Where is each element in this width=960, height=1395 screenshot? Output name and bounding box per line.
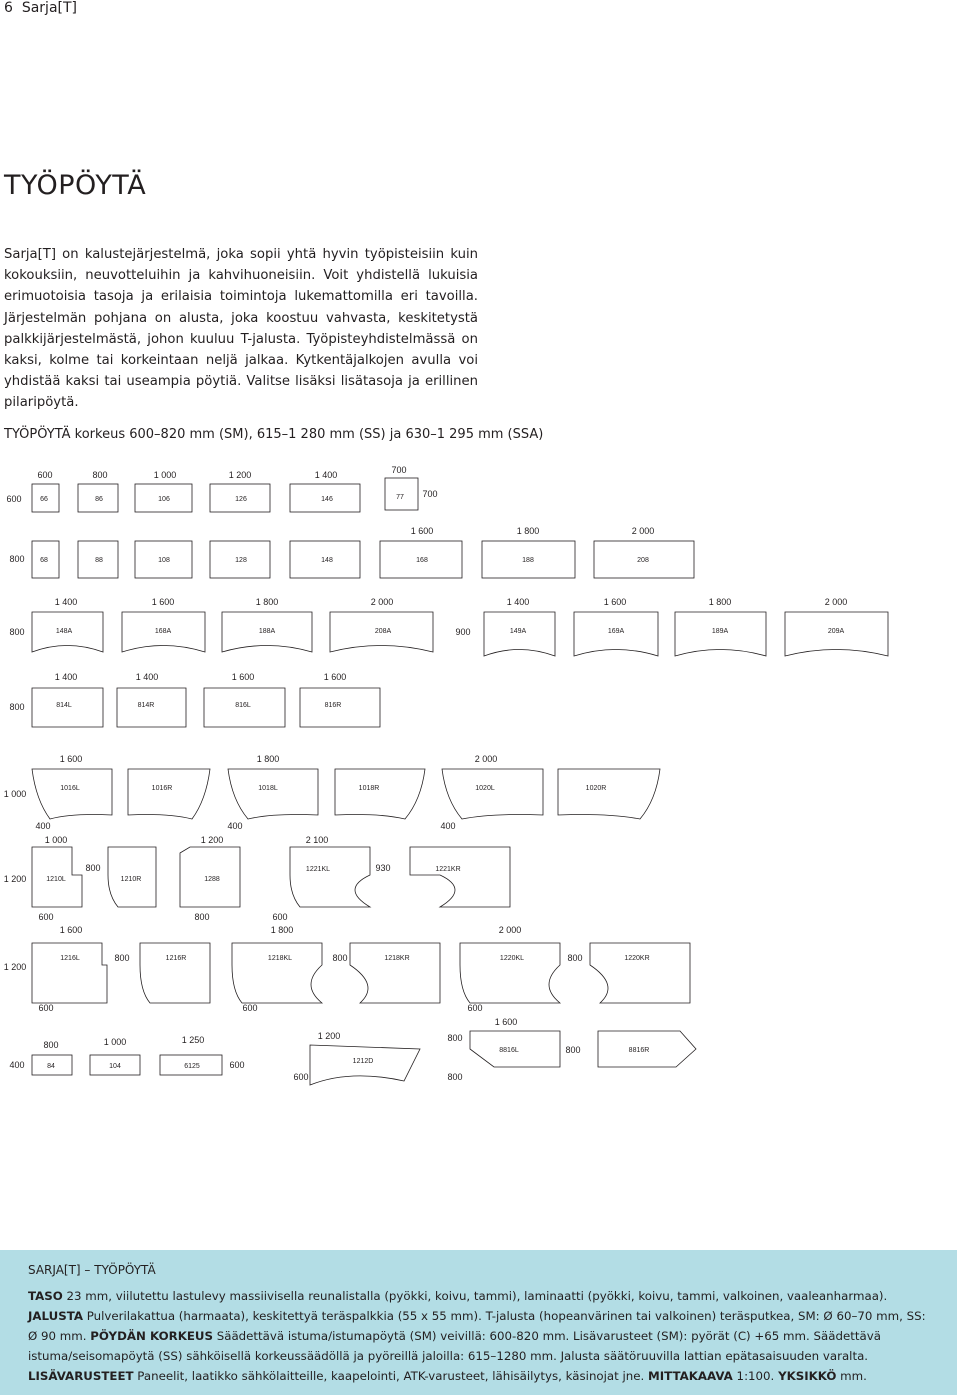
code-label: 169A bbox=[607, 628, 625, 635]
code-label: 6125 bbox=[184, 1063, 200, 1070]
dim-label: 1 200 bbox=[3, 962, 27, 972]
code-label: 189A bbox=[711, 628, 729, 635]
dim-label: 600 bbox=[37, 470, 53, 480]
dim-label: 600 bbox=[242, 1003, 258, 1013]
code-label: 814R bbox=[137, 702, 155, 709]
code-label: 1220KR bbox=[624, 955, 650, 962]
dim-label: 400 bbox=[35, 821, 51, 831]
code-label: 108 bbox=[158, 557, 170, 564]
dim-label: 2 000 bbox=[824, 597, 848, 607]
dim-label: 1 000 bbox=[44, 835, 68, 845]
dim-label: 600 bbox=[229, 1060, 245, 1070]
code-label: 146 bbox=[321, 496, 333, 503]
desk-shape-1220KR bbox=[590, 943, 690, 1003]
code-label: 1020L bbox=[475, 785, 495, 792]
dim-label: 1 600 bbox=[59, 925, 83, 935]
code-label: 66 bbox=[40, 496, 48, 503]
dim-label: 1 400 bbox=[54, 597, 78, 607]
dim-label: 1 800 bbox=[270, 925, 294, 935]
dim-label: 600 bbox=[38, 1003, 54, 1013]
dim-label: 800 bbox=[9, 554, 25, 564]
code-label: 84 bbox=[47, 1063, 55, 1070]
desk-shape-1018R bbox=[335, 769, 425, 819]
code-label: 86 bbox=[95, 496, 103, 503]
code-label: 68 bbox=[40, 557, 48, 564]
dim-label: 1 200 bbox=[200, 835, 224, 845]
desk-shape-1221KR bbox=[410, 847, 510, 907]
dim-label: 900 bbox=[455, 627, 471, 637]
dim-label: 1 000 bbox=[103, 1037, 127, 1047]
dim-label: 1 400 bbox=[314, 470, 338, 480]
dim-label: 400 bbox=[440, 821, 456, 831]
dim-label: 400 bbox=[227, 821, 243, 831]
dim-label: 600 bbox=[293, 1072, 309, 1082]
dim-label: 800 bbox=[43, 1040, 59, 1050]
dim-label: 2 000 bbox=[370, 597, 394, 607]
code-label: 1018R bbox=[358, 785, 380, 792]
dim-label: 1 000 bbox=[3, 789, 27, 799]
code-label: 148A bbox=[55, 628, 73, 635]
dim-label: 1 600 bbox=[59, 754, 83, 764]
code-label: 1018L bbox=[258, 785, 278, 792]
info-text: TASO 23 mm, viilutettu lastulevy massiivisella reunalistalla (pyökki, koivu, tammi), laminaatti (pyökki, koivu, tammi, valkoinen, vaaleanharmaa). JALUSTA Pulverilakattua (harmaata), keskitettyä teräspalkkia (55 x 55 mm). T-jalusta (hopeanvärinen tai valkoinen) teräsputkea, SM: Ø 60–70 mm, SS: Ø 90 mm. PÖYDÄN KORKEUS Säädettävä istuma/istumapöytä (SM) veivillä: 600-820 mm. Lisävarusteet (SM): pyörät (C) +65 mm. Säädettävä istuma/seisomapöytä (SS) sähköisellä korkeussäädöllä ja pyöreillä jaloilla: 615–1280 mm. Jalusta säätöruuvilla lattian epätasaisuuden varalta. LISÄVARUSTEET Paneelit, laatikko sähkölaitteille, kaapelointi, ATK-varusteet, lähisäilytys, käsinojat jne. MITTAKAAVA 1:100. YKSIKKÖ mm. bbox=[28, 1289, 926, 1383]
code-label: 188 bbox=[522, 557, 534, 564]
dim-label: 1 200 bbox=[317, 1031, 341, 1041]
dim-label: 1 800 bbox=[708, 597, 732, 607]
dim-label: 1 600 bbox=[603, 597, 627, 607]
code-label: 168 bbox=[416, 557, 428, 564]
dim-label: 1 600 bbox=[410, 526, 434, 536]
page-number: 6 Sarja[T] bbox=[4, 0, 77, 16]
code-label: 1210L bbox=[46, 876, 66, 883]
desk-shape-1020R bbox=[558, 769, 660, 819]
code-label: 209A bbox=[827, 628, 845, 635]
code-label: 1218KR bbox=[384, 955, 410, 962]
dim-label: 800 bbox=[114, 953, 130, 963]
intro-paragraph: Sarja[T] on kalustejärjestelmä, joka sopii yhtä hyvin työpisteisiin kuin kokouksiin, neuvotteluihin ja kahvihuoneisiin. Voit yhdistellä lukuisia erimuotoisia tasoja ja erilaisia toimintoja lukemattomilla eri tavoilla. Järjestelmän pohjana on alusta, joka koostuu vahvasta, keskitetystä palkkijärjestelmästä, johon kuuluu T-jalusta. Työpisteyhdistelmässä on kaksi, kolme tai korkeintaan neljä jalkaa. Kytkentäjalkojen avulla voi yhdistää kaksi tai useampia pöytiä. Valitse lisäksi lisätasoja ja erillinen pilaripöytä. bbox=[4, 247, 478, 411]
dim-label: 1 800 bbox=[256, 754, 280, 764]
dim-label: 700 bbox=[391, 465, 407, 475]
code-label: 816R bbox=[324, 702, 342, 709]
desk-shape-1216L bbox=[32, 943, 107, 1003]
code-label: 168A bbox=[154, 628, 172, 635]
code-label: 208A bbox=[374, 628, 392, 635]
dim-label: 600 bbox=[38, 912, 54, 922]
code-label: 208 bbox=[637, 557, 649, 564]
code-label: 88 bbox=[95, 557, 103, 564]
code-label: 1221KL bbox=[305, 866, 331, 873]
code-label: 1016L bbox=[60, 785, 80, 792]
code-label: 149A bbox=[509, 628, 527, 635]
dim-label: 800 bbox=[92, 470, 108, 480]
dim-label: 1 600 bbox=[151, 597, 175, 607]
desk-shape-1020L bbox=[442, 769, 543, 819]
dim-label: 800 bbox=[194, 912, 210, 922]
page-title: TYÖPÖYTÄ bbox=[4, 170, 147, 201]
code-label: 1218KL bbox=[267, 955, 293, 962]
dim-label: 600 bbox=[272, 912, 288, 922]
code-label: 148 bbox=[321, 557, 333, 564]
dim-label: 800 bbox=[447, 1072, 463, 1082]
desk-shape-1016L bbox=[32, 769, 112, 819]
desk-shape-1212D bbox=[310, 1045, 420, 1085]
desk-shape-1221KL bbox=[290, 847, 370, 907]
spec-heading: TYÖPÖYTÄ korkeus 600–820 mm (SM), 615–1 280 mm (SS) ja 630–1 295 mm (SSA) bbox=[4, 427, 544, 442]
desk-shape-1218KR bbox=[350, 943, 440, 1003]
dim-label: 1 600 bbox=[231, 672, 255, 682]
desk-shape-1018L bbox=[228, 769, 318, 819]
code-label: 8816L bbox=[499, 1047, 519, 1054]
dim-label: 600 bbox=[467, 1003, 483, 1013]
code-label: 1216R bbox=[165, 955, 187, 962]
code-label: 1020R bbox=[585, 785, 607, 792]
dim-label: 2 000 bbox=[498, 925, 522, 935]
dim-label: 1 800 bbox=[255, 597, 279, 607]
dim-label: 1 600 bbox=[494, 1017, 518, 1027]
dim-label: 1 250 bbox=[181, 1035, 205, 1045]
code-label: 126 bbox=[235, 496, 247, 503]
dim-label: 800 bbox=[565, 1045, 581, 1055]
code-label: 77 bbox=[396, 494, 404, 501]
code-label: 1212D bbox=[352, 1058, 374, 1065]
info-heading: SARJA[T] – TYÖPÖYTÄ bbox=[28, 1263, 156, 1277]
dim-label: 1 800 bbox=[516, 526, 540, 536]
info-box bbox=[0, 1250, 957, 1395]
dim-label: 800 bbox=[9, 627, 25, 637]
dim-label: 2 000 bbox=[474, 754, 498, 764]
dim-label: 800 bbox=[447, 1033, 463, 1043]
dim-label: 800 bbox=[567, 953, 583, 963]
code-label: 1221KR bbox=[435, 866, 461, 873]
desk-shape-1216R bbox=[140, 943, 210, 1003]
code-label: 8816R bbox=[628, 1047, 650, 1054]
code-label: 188A bbox=[258, 628, 276, 635]
dim-label: 800 bbox=[9, 702, 25, 712]
code-label: 816L bbox=[235, 702, 251, 709]
code-label: 104 bbox=[109, 1063, 121, 1070]
dim-label: 2 100 bbox=[305, 835, 329, 845]
dim-label: 1 400 bbox=[135, 672, 159, 682]
code-label: 1016R bbox=[151, 785, 173, 792]
dim-label: 400 bbox=[9, 1060, 25, 1070]
dim-label: 1 400 bbox=[54, 672, 78, 682]
dim-label: 1 200 bbox=[3, 874, 27, 884]
dim-label: 800 bbox=[85, 863, 101, 873]
desk-drawings bbox=[0, 455, 960, 1095]
code-label: 106 bbox=[158, 496, 170, 503]
dim-label: 1 200 bbox=[228, 470, 252, 480]
code-label: 1210R bbox=[120, 876, 142, 883]
code-label: 128 bbox=[235, 557, 247, 564]
dim-label: 930 bbox=[375, 863, 391, 873]
dim-label: 1 400 bbox=[506, 597, 530, 607]
dim-label: 800 bbox=[332, 953, 348, 963]
code-label: 1288 bbox=[204, 876, 220, 883]
dim-label: 600 bbox=[6, 494, 22, 504]
desk-shape-1218KL bbox=[232, 943, 322, 1003]
desk-shape-1016R bbox=[128, 769, 210, 819]
desk-shape-1220KL bbox=[460, 943, 560, 1003]
code-label: 814L bbox=[56, 702, 72, 709]
dim-label: 1 600 bbox=[323, 672, 347, 682]
dim-label: 1 000 bbox=[153, 470, 177, 480]
code-label: 1216L bbox=[60, 955, 80, 962]
code-label: 1220KL bbox=[499, 955, 525, 962]
dim-label: 2 000 bbox=[631, 526, 655, 536]
dim-label: 700 bbox=[422, 489, 438, 499]
